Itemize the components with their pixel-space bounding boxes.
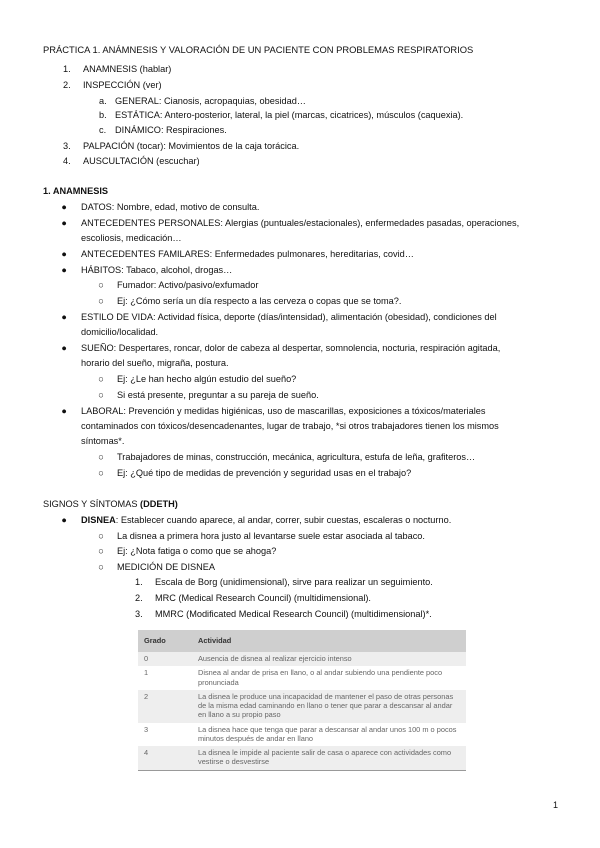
circle-bullet-icon: ○ [98, 562, 104, 572]
bullet-icon: ● [61, 343, 67, 353]
bullet-icon: ● [61, 515, 67, 525]
circle-bullet-icon: ○ [98, 468, 104, 478]
section-heading-anamnesis: 1. ANAMNESIS [43, 186, 109, 196]
page-number: 1 [552, 800, 558, 810]
list-item-continuation: contaminados con tóxicos/desencadenantes, lugar de trabajo, *si otros trabajadores tienen los mismos [81, 421, 499, 431]
table-row [138, 666, 466, 690]
circle-bullet-icon: ○ [98, 531, 104, 541]
section-heading-signos: SIGNOS Y SÍNTOMAS (DDETH) [43, 499, 178, 509]
table-header-row [138, 630, 466, 652]
list-subitem: Si está presente, preguntar a su pareja de sueño. [117, 390, 319, 400]
list-item: HÁBITOS: Tabaco, alcohol, drogas… [81, 265, 233, 275]
table-row [138, 723, 466, 747]
table-cell-actividad: Disnea al andar de prisa en llano, o al andar subiendo una pendiente poco pronunciada [198, 668, 443, 687]
list-subitem: Ej: ¿Qué tipo de medidas de prevención y seguridad usas en el trabajo? [117, 468, 412, 478]
outline-item: 3. PALPACIÓN (tocar): Movimientos de la caja torácica. [63, 141, 300, 151]
circle-bullet-icon: ○ [98, 280, 104, 290]
outline-item: 1. ANAMNESIS (hablar) [63, 64, 172, 74]
table-row [138, 652, 466, 666]
table-header-cell: Actividad [192, 630, 466, 652]
bullet-icon: ● [61, 218, 67, 228]
list-item: ANTECEDENTES PERSONALES: Alergias (puntuales/estacionales), enfermedades pasadas, operaciones, [81, 218, 520, 228]
circle-bullet-icon: ○ [98, 546, 104, 556]
mmrc-table [138, 630, 466, 771]
table-row [138, 690, 466, 723]
scale-item: 1. Escala de Borg (unidimensional), sirve para realizar un seguimiento. [135, 577, 433, 587]
list-subitem: Ej: ¿Le han hecho algún estudio del sueño? [117, 374, 297, 384]
bullet-icon: ● [61, 265, 67, 275]
table-cell-grado: 4 [138, 746, 192, 770]
bullet-icon: ● [61, 406, 67, 416]
list-item-continuation: domicilio/localidad. [81, 327, 159, 337]
table-cell-actividad: La disnea le produce una incapacidad de mantener el paso de otras personas de la misma edad caminando en llano o tener que parar a descansar al andar en llano a su propio paso [192, 690, 466, 723]
scale-item: 2. MRC (Medical Research Council) (multidimensional). [135, 593, 371, 603]
outline-subitem: c. DINÁMICO: Respiraciones. [99, 125, 227, 135]
table-cell-grado: 0 [138, 652, 192, 666]
list-item: DATOS: Nombre, edad, motivo de consulta. [81, 202, 260, 212]
list-item-continuation: horario del sueño, migraña, postura. [81, 358, 229, 368]
circle-bullet-icon: ○ [98, 296, 104, 306]
list-item: ANTECEDENTES FAMILARES: Enfermedades pulmonares, hereditarias, covid… [81, 249, 414, 259]
list-item-continuation: escoliosis, medicación… [81, 233, 182, 243]
outline-subitem: a. GENERAL: Cianosis, acropaquias, obesidad… [99, 96, 306, 106]
bullet-icon: ● [61, 312, 67, 322]
table-cell-grado: 2 [138, 690, 192, 723]
outline-subitem: b. ESTÁTICA: Antero-posterior, lateral, la piel (marcas, cicatrices), músculos (caquexia). [99, 110, 464, 120]
scale-item: 3. MMRC (Modificated Medical Research Council) (multidimensional)*. [135, 609, 432, 619]
list-item-disnea: DISNEA: Establecer cuando aparece, al andar, correr, subir cuestas, escaleras o nocturno. [81, 515, 452, 525]
table-cell-actividad: Ausencia de disnea al realizar ejercicio intenso [192, 652, 466, 666]
table-cell-grado: 3 [144, 724, 149, 734]
list-subitem: MEDICIÓN DE DISNEA [117, 562, 216, 572]
list-subitem: Ej: ¿Cómo sería un día respecto a las cerveza o copas que se toma?. [117, 296, 402, 306]
list-subitem: La disnea a primera hora justo al levantarse suele estar asociada al tabaco. [117, 531, 425, 541]
list-item: ESTILO DE VIDA: Actividad física, deporte (días/intensidad), alimentación (obesidad), condiciones del [81, 312, 497, 322]
bullet-icon: ● [61, 202, 67, 212]
table-header-cell: Grado [138, 630, 192, 652]
table-cell-actividad: La disnea hace que tenga que parar a descansar al andar unos 100 m o pocos minutos después de andar en llano [198, 724, 457, 743]
circle-bullet-icon: ○ [98, 452, 104, 462]
circle-bullet-icon: ○ [98, 390, 104, 400]
table-cell-actividad: La disnea le impide al paciente salir de casa o aparece con actividades como vestirse o desvestirse [192, 746, 466, 770]
table-row [138, 746, 466, 770]
list-subitem: Trabajadores de minas, construcción, mecánica, agricultura, estufa de leña, grafiteros… [117, 452, 476, 462]
bullet-icon: ● [61, 249, 67, 259]
list-item-continuation: síntomas*. [81, 436, 125, 446]
list-item: SUEÑO: Despertares, roncar, dolor de cabeza al despertar, somnolencia, nocturia, respiración agitada, [81, 343, 501, 353]
list-subitem: Fumador: Activo/pasivo/exfumador [117, 280, 259, 290]
circle-bullet-icon: ○ [98, 374, 104, 384]
list-item: LABORAL: Prevención y medidas higiénicas, uso de mascarillas, exposiciones a tóxicos/materiales [81, 406, 486, 416]
page-title: PRÁCTICA 1. ANÁMNESIS Y VALORACIÓN DE UN PACIENTE CON PROBLEMAS RESPIRATORIOS [43, 44, 474, 55]
outline-item: 2. INSPECCIÓN (ver) [63, 80, 162, 90]
table-cell-grado: 1 [144, 668, 149, 678]
list-subitem: Ej: ¿Nota fatiga o como que se ahoga? [117, 546, 277, 556]
outline-item: 4. AUSCULTACIÓN (escuchar) [63, 156, 200, 166]
